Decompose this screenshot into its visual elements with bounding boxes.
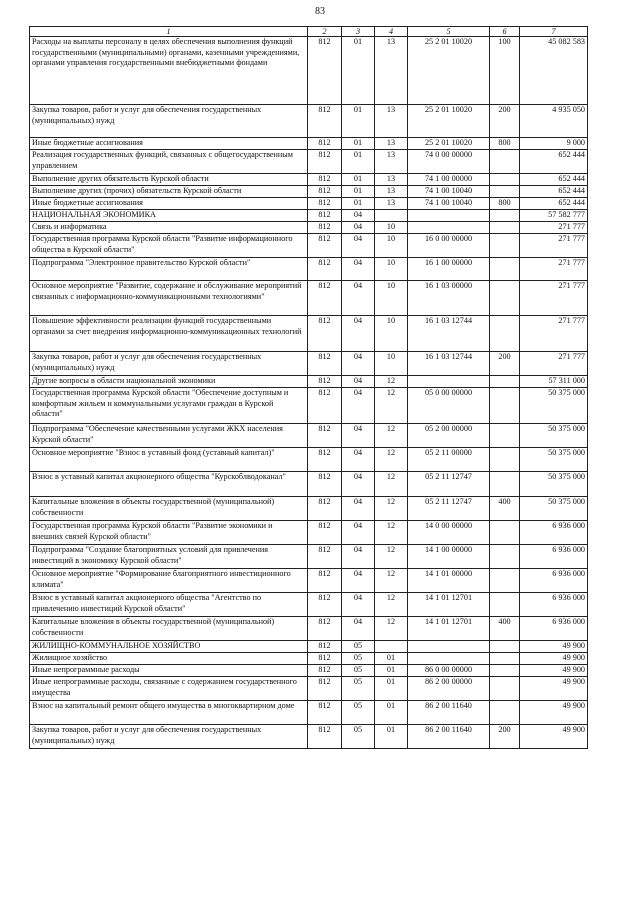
column-header: 6 (490, 27, 520, 37)
expense-type: 200 (490, 352, 520, 376)
subsection-code: 12 (375, 388, 408, 424)
expense-type (490, 258, 520, 281)
expense-type (490, 593, 520, 617)
subsection-code: 12 (375, 424, 408, 448)
subsection-code: 13 (375, 138, 408, 150)
table-header-row (30, 27, 588, 37)
row-name: Государственная программа Курской области "Развитие информационного общества в Курской области" (30, 234, 308, 258)
admin-code: 812 (308, 472, 342, 497)
expense-type (490, 424, 520, 448)
table-row (30, 376, 588, 388)
row-name: Иные бюджетные ассигнования (30, 138, 308, 150)
target-article: 05 2 11 12747 (408, 497, 490, 521)
expense-type (490, 150, 520, 174)
row-name: ЖИЛИЩНО-КОММУНАЛЬНОЕ ХОЗЯЙСТВО (30, 641, 308, 653)
admin-code: 812 (308, 105, 342, 138)
amount: 49 900 (520, 725, 588, 749)
column-header: 7 (520, 27, 588, 37)
amount: 271 777 (520, 234, 588, 258)
column-header: 2 (308, 27, 342, 37)
admin-code: 812 (308, 174, 342, 186)
target-article: 14 1 01 00000 (408, 569, 490, 593)
amount: 50 375 000 (520, 497, 588, 521)
amount: 57 582 777 (520, 210, 588, 222)
amount: 652 444 (520, 198, 588, 210)
admin-code: 812 (308, 665, 342, 677)
row-name: Жилищное хозяйство (30, 653, 308, 665)
subsection-code (375, 210, 408, 222)
admin-code: 812 (308, 545, 342, 569)
row-name: Выполнение других (прочих) обязательств Курской области (30, 186, 308, 198)
admin-code: 812 (308, 37, 342, 105)
section-code: 04 (342, 497, 375, 521)
row-name: Реализация государственных функций, связанных с общегосударственным управлением (30, 150, 308, 174)
section-code: 04 (342, 617, 375, 641)
subsection-code: 13 (375, 186, 408, 198)
subsection-code: 12 (375, 472, 408, 497)
target-article (408, 653, 490, 665)
expense-type: 800 (490, 138, 520, 150)
section-code: 04 (342, 316, 375, 352)
expense-type (490, 569, 520, 593)
table-row (30, 725, 588, 749)
section-code: 04 (342, 352, 375, 376)
subsection-code: 01 (375, 725, 408, 749)
target-article: 74 1 00 00000 (408, 174, 490, 186)
subsection-code: 12 (375, 376, 408, 388)
target-article: 74 0 00 00000 (408, 150, 490, 174)
subsection-code: 13 (375, 174, 408, 186)
expense-type (490, 521, 520, 545)
row-name: Повышение эффективности реализации функций государственными органами за счет внедрения информационно-коммуникационных технологий (30, 316, 308, 352)
table-row (30, 677, 588, 701)
table-row (30, 521, 588, 545)
target-article: 86 2 00 00000 (408, 677, 490, 701)
table-row (30, 388, 588, 424)
amount: 9 000 (520, 138, 588, 150)
table-row (30, 174, 588, 186)
section-code: 04 (342, 424, 375, 448)
section-code: 01 (342, 138, 375, 150)
expense-type (490, 281, 520, 316)
target-article (408, 376, 490, 388)
admin-code: 812 (308, 222, 342, 234)
target-article: 16 0 00 00000 (408, 234, 490, 258)
expense-type (490, 210, 520, 222)
admin-code: 812 (308, 641, 342, 653)
section-code: 05 (342, 677, 375, 701)
row-name: Капитальные вложения в объекты государственной (муниципальной) собственности (30, 617, 308, 641)
expense-type: 200 (490, 105, 520, 138)
budget-table (29, 26, 588, 749)
section-code: 04 (342, 448, 375, 472)
amount: 6 936 000 (520, 545, 588, 569)
target-article: 05 2 11 00000 (408, 448, 490, 472)
table-row (30, 316, 588, 352)
table-row (30, 258, 588, 281)
target-article: 05 2 11 12747 (408, 472, 490, 497)
target-article: 74 1 00 10040 (408, 198, 490, 210)
expense-type (490, 174, 520, 186)
amount: 652 444 (520, 174, 588, 186)
column-header: 4 (375, 27, 408, 37)
section-code: 04 (342, 569, 375, 593)
admin-code: 812 (308, 617, 342, 641)
table-row (30, 593, 588, 617)
subsection-code: 12 (375, 521, 408, 545)
section-code: 04 (342, 521, 375, 545)
amount: 50 375 000 (520, 448, 588, 472)
expense-type (490, 545, 520, 569)
admin-code: 812 (308, 210, 342, 222)
admin-code: 812 (308, 150, 342, 174)
admin-code: 812 (308, 569, 342, 593)
section-code: 05 (342, 653, 375, 665)
table-row (30, 222, 588, 234)
row-name: Основное мероприятие "Формирование благоприятного инвестиционного климата" (30, 569, 308, 593)
section-code: 05 (342, 641, 375, 653)
table-row (30, 210, 588, 222)
section-code: 05 (342, 725, 375, 749)
table-row (30, 545, 588, 569)
expense-type (490, 234, 520, 258)
section-code: 01 (342, 186, 375, 198)
subsection-code: 10 (375, 234, 408, 258)
row-name: Иные бюджетные ассигнования (30, 198, 308, 210)
admin-code: 812 (308, 186, 342, 198)
amount: 50 375 000 (520, 472, 588, 497)
amount: 57 311 000 (520, 376, 588, 388)
subsection-code: 12 (375, 497, 408, 521)
row-name: Подпрограмма "Обеспечение качественными услугами ЖКХ населения Курской области" (30, 424, 308, 448)
expense-type (490, 701, 520, 725)
amount: 49 900 (520, 653, 588, 665)
target-article: 05 0 00 00000 (408, 388, 490, 424)
admin-code: 812 (308, 521, 342, 545)
table-row (30, 641, 588, 653)
target-article: 16 1 03 00000 (408, 281, 490, 316)
subsection-code: 12 (375, 593, 408, 617)
admin-code: 812 (308, 701, 342, 725)
amount: 271 777 (520, 222, 588, 234)
expense-type: 400 (490, 617, 520, 641)
section-code: 04 (342, 593, 375, 617)
admin-code: 812 (308, 725, 342, 749)
row-name: Закупка товаров, работ и услуг для обеспечения государственных (муниципальных) нужд (30, 352, 308, 376)
table-row (30, 198, 588, 210)
amount: 4 935 050 (520, 105, 588, 138)
expense-type: 100 (490, 37, 520, 105)
section-code: 04 (342, 472, 375, 497)
table-row (30, 665, 588, 677)
subsection-code: 13 (375, 105, 408, 138)
target-article: 14 0 00 00000 (408, 521, 490, 545)
admin-code: 812 (308, 388, 342, 424)
subsection-code: 10 (375, 316, 408, 352)
expense-type (490, 472, 520, 497)
section-code: 04 (342, 388, 375, 424)
amount: 49 900 (520, 665, 588, 677)
amount: 271 777 (520, 281, 588, 316)
admin-code: 812 (308, 258, 342, 281)
target-article: 86 2 00 11640 (408, 701, 490, 725)
target-article: 25 2 01 10020 (408, 138, 490, 150)
target-article (408, 641, 490, 653)
subsection-code: 10 (375, 281, 408, 316)
admin-code: 812 (308, 497, 342, 521)
row-name: Расходы на выплаты персоналу в целях обеспечения выполнения функций государственными (муниципальными) органами, казенными учреждениями, органами управления государственными внебюджетными фондами (30, 37, 308, 105)
section-code: 05 (342, 701, 375, 725)
amount: 49 900 (520, 641, 588, 653)
amount: 49 900 (520, 677, 588, 701)
amount: 45 082 583 (520, 37, 588, 105)
table-row (30, 472, 588, 497)
subsection-code: 13 (375, 37, 408, 105)
expense-type (490, 653, 520, 665)
section-code: 01 (342, 105, 375, 138)
expense-type (490, 186, 520, 198)
subsection-code: 12 (375, 545, 408, 569)
expense-type (490, 665, 520, 677)
table-row (30, 701, 588, 725)
target-article: 05 2 00 00000 (408, 424, 490, 448)
target-article: 14 1 01 12701 (408, 593, 490, 617)
target-article: 86 2 00 11640 (408, 725, 490, 749)
section-code: 04 (342, 258, 375, 281)
page-number: 83 (315, 6, 325, 17)
amount: 50 375 000 (520, 424, 588, 448)
row-name: Основное мероприятие "Развитие, содержание и обслуживание мероприятий связанных с информационно-коммуникационными технологиями" (30, 281, 308, 316)
table-row (30, 448, 588, 472)
amount: 6 936 000 (520, 569, 588, 593)
subsection-code: 12 (375, 569, 408, 593)
target-article (408, 210, 490, 222)
expense-type (490, 448, 520, 472)
table-row (30, 497, 588, 521)
table-row (30, 138, 588, 150)
subsection-code: 10 (375, 258, 408, 281)
amount: 271 777 (520, 352, 588, 376)
target-article: 86 0 00 00000 (408, 665, 490, 677)
target-article: 25 2 01 10020 (408, 37, 490, 105)
target-article: 25 2 01 10020 (408, 105, 490, 138)
section-code: 04 (342, 376, 375, 388)
target-article: 14 1 01 12701 (408, 617, 490, 641)
admin-code: 812 (308, 653, 342, 665)
section-code: 04 (342, 234, 375, 258)
amount: 49 900 (520, 701, 588, 725)
table-row (30, 281, 588, 316)
table-row (30, 617, 588, 641)
row-name: Взнос на капитальный ремонт общего имущества в многоквартирном доме (30, 701, 308, 725)
target-article: 16 1 00 00000 (408, 258, 490, 281)
section-code: 04 (342, 222, 375, 234)
subsection-code: 12 (375, 448, 408, 472)
column-header: 1 (30, 27, 308, 37)
table-row (30, 150, 588, 174)
table-body (30, 37, 588, 749)
section-code: 05 (342, 665, 375, 677)
admin-code: 812 (308, 376, 342, 388)
expense-type (490, 316, 520, 352)
expense-type (490, 222, 520, 234)
table-row (30, 37, 588, 105)
table-row (30, 653, 588, 665)
row-name: Иные непрограммные расходы, связанные с содержанием государственного имущества (30, 677, 308, 701)
table-row (30, 352, 588, 376)
admin-code: 812 (308, 593, 342, 617)
target-article: 74 1 00 10040 (408, 186, 490, 198)
subsection-code: 10 (375, 352, 408, 376)
subsection-code: 01 (375, 701, 408, 725)
subsection-code: 13 (375, 150, 408, 174)
row-name: Подпрограмма "Электронное правительство Курской области" (30, 258, 308, 281)
admin-code: 812 (308, 234, 342, 258)
row-name: Взнос в уставный капитал акционерного общества "Курскоблводоканал" (30, 472, 308, 497)
subsection-code: 01 (375, 665, 408, 677)
row-name: Подпрограмма "Создание благоприятных условий для привлечения инвестиций в экономику Курской области" (30, 545, 308, 569)
subsection-code: 12 (375, 617, 408, 641)
column-header: 3 (342, 27, 375, 37)
row-name: Другие вопросы в области национальной экономики (30, 376, 308, 388)
row-name: Закупка товаров, работ и услуг для обеспечения государственных (муниципальных) нужд (30, 725, 308, 749)
expense-type: 800 (490, 198, 520, 210)
row-name: Государственная программа Курской области "Развитие экономики и внешних связей Курской области" (30, 521, 308, 545)
table-row (30, 424, 588, 448)
table-row (30, 105, 588, 138)
row-name: Закупка товаров, работ и услуг для обеспечения государственных (муниципальных) нужд (30, 105, 308, 138)
admin-code: 812 (308, 424, 342, 448)
target-article (408, 222, 490, 234)
row-name: Связь и информатика (30, 222, 308, 234)
admin-code: 812 (308, 448, 342, 472)
amount: 6 936 000 (520, 593, 588, 617)
amount: 652 444 (520, 186, 588, 198)
subsection-code: 01 (375, 677, 408, 701)
expense-type (490, 677, 520, 701)
subsection-code: 10 (375, 222, 408, 234)
target-article: 16 1 03 12744 (408, 316, 490, 352)
row-name: Государственная программа Курской области "Обеспечение доступным и комфортным жильем и коммунальными услугами граждан в Курской области" (30, 388, 308, 424)
amount: 6 936 000 (520, 521, 588, 545)
row-name: Капитальные вложения в объекты государственной (муниципальной) собственности (30, 497, 308, 521)
table-row (30, 569, 588, 593)
subsection-code: 01 (375, 653, 408, 665)
section-code: 01 (342, 150, 375, 174)
amount: 271 777 (520, 258, 588, 281)
admin-code: 812 (308, 281, 342, 316)
section-code: 04 (342, 281, 375, 316)
expense-type: 400 (490, 497, 520, 521)
admin-code: 812 (308, 138, 342, 150)
column-header: 5 (408, 27, 490, 37)
section-code: 01 (342, 174, 375, 186)
section-code: 01 (342, 37, 375, 105)
expense-type (490, 388, 520, 424)
expense-type: 200 (490, 725, 520, 749)
admin-code: 812 (308, 352, 342, 376)
section-code: 04 (342, 545, 375, 569)
target-article: 14 1 00 00000 (408, 545, 490, 569)
amount: 6 936 000 (520, 617, 588, 641)
section-code: 01 (342, 198, 375, 210)
subsection-code (375, 641, 408, 653)
amount: 652 444 (520, 150, 588, 174)
amount: 271 777 (520, 316, 588, 352)
admin-code: 812 (308, 677, 342, 701)
row-name: Выполнение других обязательств Курской области (30, 174, 308, 186)
admin-code: 812 (308, 198, 342, 210)
admin-code: 812 (308, 316, 342, 352)
table-row (30, 234, 588, 258)
row-name: Иные непрограммные расходы (30, 665, 308, 677)
row-name: Взнос в уставный капитал акционерного общества "Агентство по привлечению инвестиций Курской области" (30, 593, 308, 617)
subsection-code: 13 (375, 198, 408, 210)
row-name: Основное мероприятие "Взнос в уставный фонд (уставный капитал)" (30, 448, 308, 472)
table-row (30, 186, 588, 198)
expense-type (490, 376, 520, 388)
target-article: 16 1 03 12744 (408, 352, 490, 376)
expense-type (490, 641, 520, 653)
row-name: НАЦИОНАЛЬНАЯ ЭКОНОМИКА (30, 210, 308, 222)
amount: 50 375 000 (520, 388, 588, 424)
section-code: 04 (342, 210, 375, 222)
